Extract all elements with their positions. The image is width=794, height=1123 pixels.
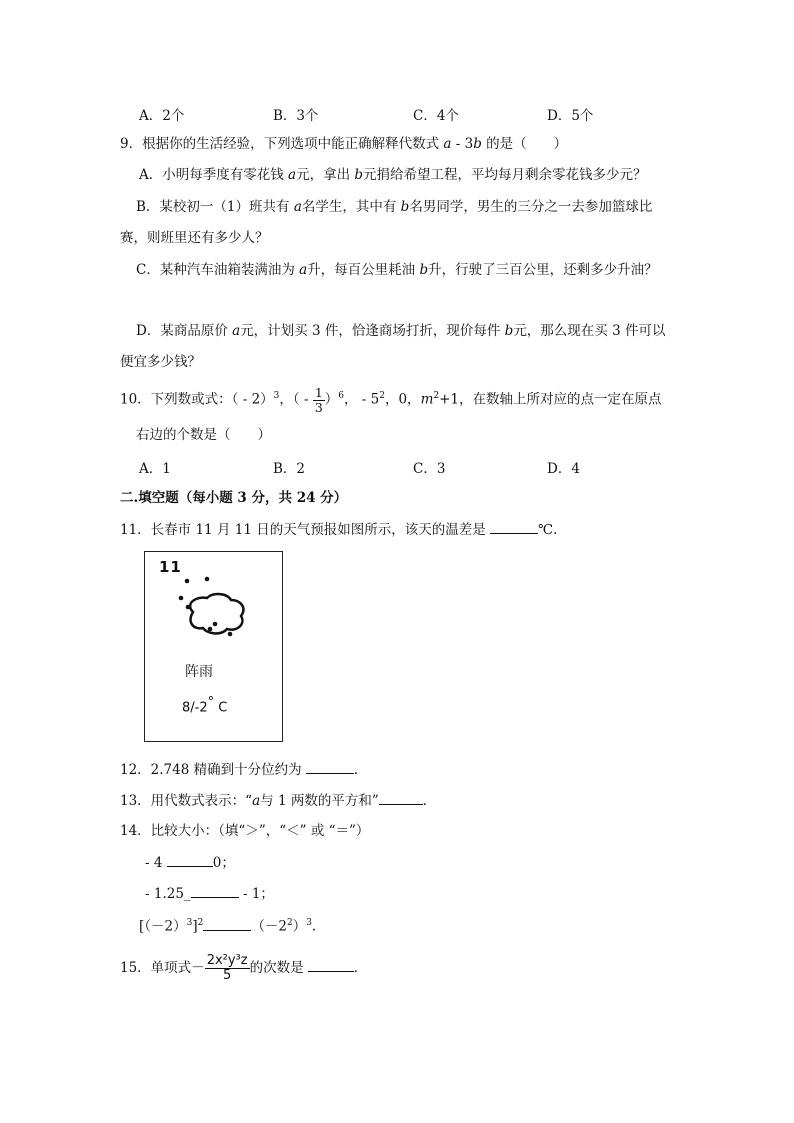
q11-answer-blank[interactable] bbox=[490, 520, 538, 534]
q9-var-a: a bbox=[443, 136, 452, 152]
rain-cloud-icon bbox=[145, 552, 284, 662]
q10-option-d: D．4 bbox=[547, 461, 580, 477]
q14-stem: 14．比较大小：（填“＞”，“＜” 或 “＝”） bbox=[120, 823, 370, 839]
q12-stem: 12．2.748 精确到十分位约为 ． bbox=[120, 762, 368, 778]
q9-option-a: A．小明每季度有零花钱 a元，拿出 b元捐给希望工程，平均每月剩余零花钱多少元？ bbox=[139, 167, 647, 183]
q15-stem: 15．单项式－ $\frac{\text{2x²y³z}}{5}$ 的次数是 ． bbox=[120, 953, 368, 983]
q9-option-d: D．某商品原价 a元，计划买 3 件，恰逢商场打折，现价每件 b元，那么现在买 3 件可以 bbox=[136, 323, 666, 339]
forecast-temperature: 8/-2° C bbox=[182, 695, 228, 716]
q9-option-d-line2: 便宜多少钱？ bbox=[120, 354, 201, 370]
q15-fraction: $\frac{\text{2x²y³z}}{5}$ bbox=[206, 953, 248, 983]
q11-stem: 11．长春市 11 月 11 日的天气预报如图所示，该天的温差是 ℃． bbox=[120, 522, 567, 538]
q14-blank-1[interactable] bbox=[167, 853, 213, 867]
q8-option-b: B．3个 bbox=[273, 108, 319, 124]
q10-option-b: B．2 bbox=[273, 461, 306, 477]
forecast-day: 11 bbox=[159, 558, 182, 576]
q10-stem: 10．下列数或式：（ - 2）$^3$，（ - $\frac{1}{3}$ ）$^6$， - $5^2$，0，$m^2+1$，在数轴上所对应的点一定在原点 bbox=[120, 384, 662, 415]
q8-option-c: C．4个 bbox=[413, 108, 459, 124]
q10-option-a: A．1 bbox=[139, 461, 171, 477]
q14-row-3: $[(-2)^3]^2$ $(-2^2)^3$. bbox=[139, 918, 317, 935]
q9-option-b-line2: 赛，则班里还有多少人？ bbox=[120, 230, 269, 246]
q10-option-c: C．3 bbox=[413, 461, 446, 477]
section-heading: 二.填空题（每小题 3 分，共 24 分） bbox=[120, 490, 348, 506]
q9-option-c: C．某种汽车油箱装满油为 a升，每百公里耗油 b升，行驶了三百公里，还剩多少升油？ bbox=[136, 262, 658, 278]
weather-forecast-card bbox=[144, 551, 283, 742]
q9-suffix: 的是（ ） bbox=[481, 136, 568, 152]
q10-stem-line2: 右边的个数是（ ） bbox=[136, 427, 271, 443]
q8-option-d: D．5个 bbox=[547, 108, 594, 124]
q13-stem: 13．用代数式表示：“a与 1 两数的平方和” ． bbox=[120, 793, 437, 809]
q14-row-2: - 1.25_ - 1； bbox=[145, 886, 274, 902]
q9-prefix: 9．根据你的生活经验，下列选项中能正确解释代数式 bbox=[120, 136, 444, 152]
q15-answer-blank[interactable] bbox=[308, 958, 354, 972]
q13-answer-blank[interactable] bbox=[379, 791, 423, 805]
q14-row-1: - 4 0； bbox=[145, 855, 235, 871]
forecast-description: 阵雨 bbox=[185, 664, 213, 680]
q9-stem bbox=[120, 135, 567, 153]
q9-option-b: B．某校初一（1）班共有 a名学生，其中有 b名男同学，男生的三分之一去参加篮球比 bbox=[136, 199, 653, 215]
q9-var-b: b bbox=[473, 136, 482, 152]
q14-blank-3[interactable] bbox=[203, 917, 251, 931]
q8-option-a: A．2个 bbox=[139, 108, 185, 124]
q14-blank-2[interactable] bbox=[191, 884, 239, 898]
q10-fraction: $\frac{1}{3}$ bbox=[314, 384, 323, 415]
q9-expr-mid: - 3 bbox=[451, 136, 474, 152]
q12-answer-blank[interactable] bbox=[306, 760, 354, 774]
